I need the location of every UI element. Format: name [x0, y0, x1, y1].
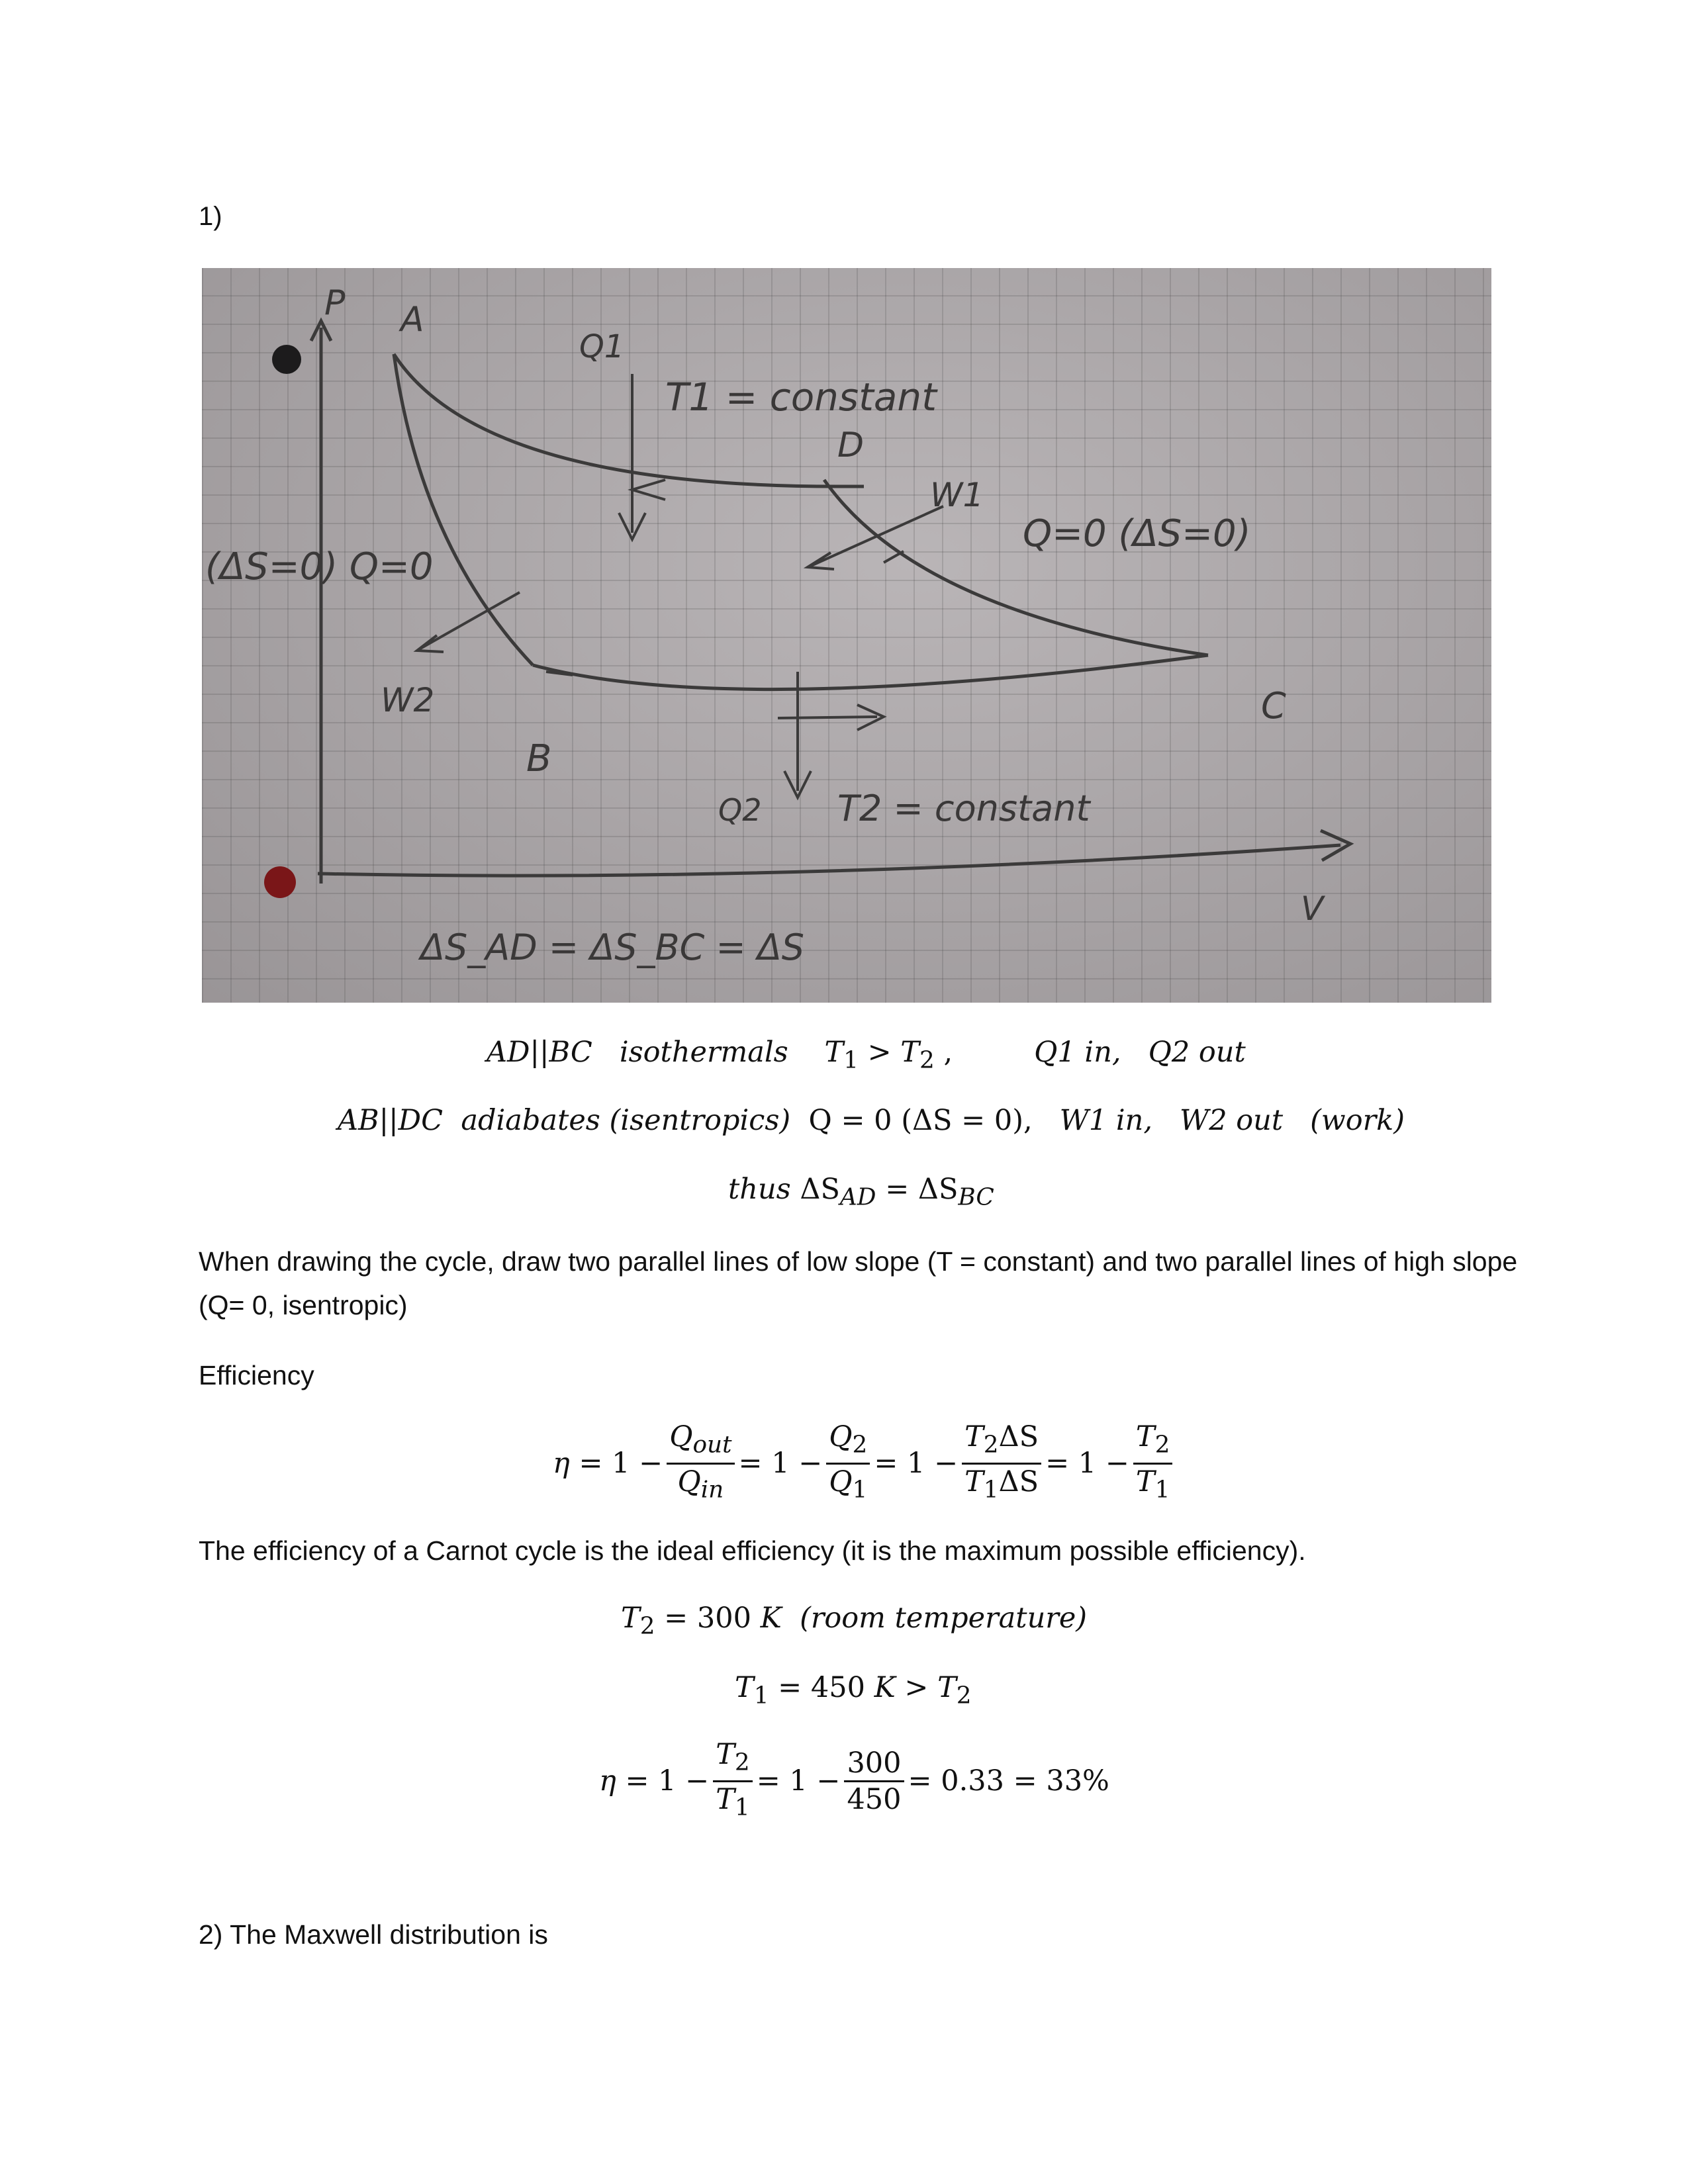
- section-2-heading: 2) The Maxwell distribution is: [199, 1919, 548, 1950]
- t2-num-subscript: 2: [1154, 1431, 1170, 1459]
- eta-symbol: η: [553, 1447, 570, 1480]
- out-subscript: out: [692, 1431, 732, 1459]
- point-d-label: D: [837, 426, 865, 465]
- w1-arrow-icon: [808, 506, 943, 569]
- isothermals-text: isothermals: [619, 1036, 788, 1069]
- q2-subscript: 2: [852, 1431, 868, 1459]
- point-a-label: A: [400, 300, 424, 340]
- point-b-label: B: [526, 737, 552, 780]
- q1-label: Q1: [579, 328, 625, 365]
- left-adiabat-label: (ΔS=0) Q=0: [205, 545, 434, 588]
- q1-symbol: Q: [829, 1465, 853, 1498]
- w2-arrow-icon: [417, 592, 520, 652]
- fraction-t2-t1: [1133, 1420, 1172, 1507]
- final-t2-symbol: T: [716, 1738, 735, 1771]
- t1-den-symbol: T: [1135, 1465, 1155, 1498]
- final-result: = 0.33 = 33%: [908, 1764, 1109, 1798]
- numerator-300: 300: [844, 1746, 904, 1782]
- carnot-efficiency-paragraph: The efficiency of a Carnot cycle is the ideal efficiency (it is the maximum possible efficiency).: [199, 1535, 1306, 1566]
- t2-constant-label: T2 = constant: [837, 788, 1090, 829]
- final-t1-symbol: T: [716, 1782, 735, 1816]
- t1-den-subscript: 1: [1154, 1476, 1170, 1504]
- work-text: (work): [1310, 1104, 1405, 1137]
- t2ds-symbol: T: [964, 1420, 984, 1453]
- w2-label: W2: [381, 681, 435, 719]
- one-minus-3: = 1 −: [874, 1447, 959, 1480]
- one-minus-4: = 1 −: [1045, 1447, 1129, 1480]
- v-axis: [318, 845, 1340, 876]
- ad-subscript: AD: [839, 1183, 876, 1211]
- final-one-minus-1: = 1 −: [625, 1764, 710, 1798]
- t1-line-unit: K: [874, 1671, 896, 1704]
- bc-subscript: BC: [958, 1183, 994, 1211]
- final-fraction-300-450: [844, 1746, 904, 1817]
- binder-hole-top: [272, 345, 301, 374]
- q-out-symbol: Q: [669, 1420, 693, 1453]
- q1-subscript: 1: [852, 1476, 868, 1504]
- fraction-q2-q1: [826, 1420, 870, 1507]
- t1-line-symbol: T: [735, 1671, 754, 1704]
- axis-v-label: V: [1301, 889, 1324, 928]
- gt-symbol: >: [867, 1036, 892, 1069]
- efficiency-equation: [553, 1420, 1176, 1507]
- efficiency-heading: Efficiency: [199, 1360, 314, 1390]
- comma: ,: [943, 1036, 953, 1069]
- t2-value-equation: [621, 1602, 1087, 1640]
- t2ds-subscript: 2: [983, 1431, 999, 1459]
- isotherm-ad: [394, 354, 864, 486]
- delta-s-ad: ΔS: [800, 1173, 840, 1206]
- one-minus-1: = 1 −: [579, 1447, 663, 1480]
- room-temperature-note: (room temperature): [800, 1602, 1088, 1635]
- final-t1-subscript: 1: [734, 1794, 750, 1821]
- adiabates-text: adiabates (isentropics): [461, 1104, 791, 1137]
- q2-label: Q2: [718, 792, 762, 828]
- axis-p-label: P: [324, 283, 346, 323]
- isothermals-equation: [487, 1036, 1246, 1074]
- final-eta-symbol: η: [599, 1764, 616, 1798]
- adiabat-ab: [394, 354, 533, 665]
- binder-hole-bottom: [264, 866, 296, 898]
- entropy-equality-equation: [728, 1173, 994, 1211]
- final-t2-subscript: 2: [734, 1749, 750, 1776]
- t2-line-subscript: 2: [639, 1612, 655, 1640]
- w1-label: W1: [930, 476, 984, 514]
- t1-symbol: T: [824, 1036, 844, 1069]
- q-in-symbol: Q: [677, 1465, 701, 1498]
- entropy-note: ΔS_AD = ΔS_BC = ΔS: [420, 927, 805, 968]
- thus-text: thus: [728, 1173, 791, 1206]
- w1-in-text: W1 in,: [1059, 1104, 1153, 1137]
- right-adiabat-label: Q=0 (ΔS=0): [1023, 512, 1251, 555]
- t2-line-value: = 300: [664, 1602, 751, 1635]
- t1-line-subscript: 1: [753, 1682, 769, 1709]
- point-c-label: C: [1261, 685, 1286, 727]
- t1-line-gt: >: [904, 1671, 929, 1704]
- q2-out-text: Q2 out: [1148, 1036, 1246, 1069]
- adiabates-equation: [338, 1104, 1405, 1137]
- final-one-minus-2: = 1 −: [756, 1764, 841, 1798]
- t2-symbol: T: [900, 1036, 919, 1069]
- section-1-label: 1): [199, 202, 222, 231]
- delta-s-num: ΔS: [998, 1420, 1039, 1453]
- ad-bc-text: AD||BC: [487, 1036, 592, 1069]
- in-subscript: in: [700, 1476, 724, 1504]
- delta-s-bc: ΔS: [917, 1173, 959, 1206]
- t2-line-symbol: T: [621, 1602, 640, 1635]
- adiabat-dc: [824, 480, 1208, 655]
- carnot-cycle-sketch: [202, 268, 1491, 1003]
- denominator-450: 450: [847, 1782, 902, 1816]
- drawing-instructions-paragraph: When drawing the cycle, draw two parallel lines of low slope (T = constant) and two parallel lines of high slope (Q= 0, isentropic): [199, 1246, 1518, 1320]
- t1ds-symbol: T: [964, 1465, 984, 1498]
- t1-constant-label: T1 = constant: [665, 375, 937, 420]
- delta-s-den: ΔS: [998, 1465, 1039, 1498]
- t2-num-symbol: T: [1135, 1420, 1155, 1453]
- q2-symbol: Q: [829, 1420, 853, 1453]
- ab-dc-text: AB||DC: [338, 1104, 444, 1137]
- t1-line-t2-symbol: T: [937, 1671, 957, 1704]
- q1-arrow-icon: [619, 374, 645, 539]
- equals-sign: =: [885, 1173, 910, 1206]
- arrow-bc-icon: [778, 705, 884, 730]
- q-zero-text: Q = 0 (ΔS = 0),: [808, 1104, 1033, 1137]
- final-fraction-t2-t1: [713, 1737, 752, 1825]
- arrow-ad-icon: [632, 480, 665, 500]
- t1ds-subscript: 1: [983, 1476, 999, 1504]
- t2-subscript: 2: [919, 1046, 935, 1074]
- t1-line-t2-subscript: 2: [956, 1682, 972, 1709]
- numerical-efficiency-equation: [599, 1737, 1109, 1825]
- fraction-t2ds-t1ds: [962, 1420, 1041, 1507]
- isotherm-bc: [533, 655, 1208, 690]
- one-minus-2: = 1 −: [738, 1447, 823, 1480]
- carnot-cycle-photo: [202, 268, 1491, 1003]
- t2-line-unit: K: [760, 1602, 782, 1635]
- t1-value-equation: [735, 1671, 972, 1709]
- t1-subscript: 1: [843, 1046, 859, 1074]
- fraction-qout-qin: [667, 1420, 734, 1507]
- arrow-dc-icon: [884, 551, 904, 563]
- q1-in-text: Q1 in,: [1034, 1036, 1121, 1069]
- t1-line-value: = 450: [778, 1671, 865, 1704]
- w2-out-text: W2 out: [1180, 1104, 1284, 1137]
